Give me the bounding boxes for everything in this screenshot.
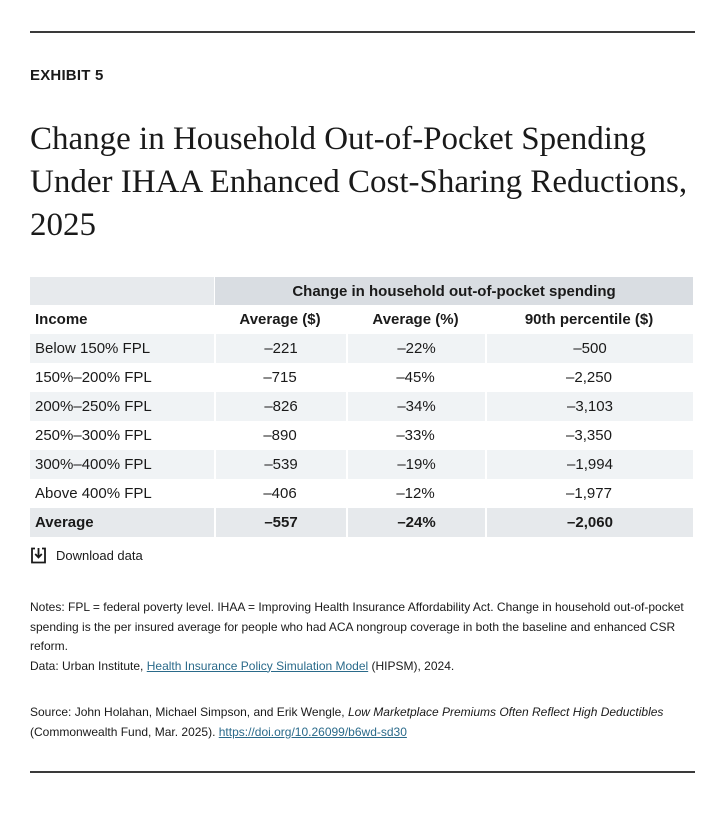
percentile-cell: –1,977 — [566, 485, 612, 502]
income-cell: 300%–400% FPL — [30, 450, 214, 479]
download-icon — [30, 547, 47, 564]
hipsm-link[interactable]: Health Insurance Policy Simulation Model — [146, 658, 369, 673]
source-block — [30, 703, 695, 742]
average-dollars-cell: –890 — [263, 427, 297, 444]
column-header-average-dollars: Average ($) — [239, 311, 321, 328]
table-row — [30, 450, 693, 479]
average-row — [30, 508, 693, 537]
income-cell: 200%–250% FPL — [30, 392, 214, 421]
group-header: Change in household out-of-pocket spending — [214, 277, 693, 305]
bottom-rule — [30, 771, 695, 773]
table-row — [30, 363, 693, 392]
average-dollars-cell: –557 — [214, 508, 346, 537]
data-credit-prefix: Data: Urban Institute, — [30, 658, 147, 673]
income-cell: Average — [30, 508, 214, 537]
download-label: Download data — [56, 548, 143, 563]
table-row — [30, 479, 693, 508]
average-percent-cell: –12% — [396, 485, 435, 502]
income-cell: 150%–200% FPL — [35, 369, 152, 386]
data-credit-suffix: (HIPSM), 2024. — [368, 658, 455, 673]
table-row — [30, 334, 693, 363]
average-dollars-cell: –539 — [214, 450, 346, 479]
average-dollars-cell: –826 — [214, 392, 346, 421]
income-cell: Below 150% FPL — [30, 334, 214, 363]
table-row — [30, 392, 693, 421]
income-cell: Above 400% FPL — [35, 485, 152, 502]
income-cell: 250%–300% FPL — [35, 427, 152, 444]
source-prefix: Source: John Holahan, Michael Simpson, and Erik Wengle, — [30, 705, 348, 719]
percentile-cell: –2,250 — [566, 369, 612, 386]
table-row — [30, 421, 693, 450]
average-dollars-cell: –715 — [263, 369, 297, 386]
data-credit — [30, 657, 695, 677]
notes-block — [30, 598, 695, 676]
top-rule — [30, 31, 695, 33]
page-title: Change in Household Out-of-Pocket Spending Under IHAA Enhanced Cost-Sharing Reductions, 2025 — [30, 121, 688, 243]
doi-link[interactable]: https://doi.org/10.26099/b6wd-sd30 — [218, 724, 407, 739]
source-suffix: (Commonwealth Fund, Mar. 2025). — [30, 724, 219, 739]
percentile-cell: –1,994 — [485, 450, 693, 479]
source-title: Low Marketplace Premiums Often Reflect High Deductibles — [347, 705, 664, 719]
data-table — [30, 277, 693, 537]
group-header-spacer — [30, 277, 214, 305]
average-percent-cell: –24% — [346, 508, 485, 537]
average-dollars-cell: –406 — [263, 485, 297, 502]
column-header-90th-percentile: 90th percentile ($) — [524, 311, 654, 328]
column-header-average-percent: Average (%) — [372, 311, 459, 328]
download-data-button[interactable] — [30, 547, 143, 564]
notes-text: Notes: FPL = federal poverty level. IHAA = Improving Health Insurance Affordability Act. Change in household out-of-pocket spending is the per insured average for people who had ACA nongroup coverage in both the baseline and enhanced CSR reform. — [30, 600, 684, 653]
average-percent-cell: –45% — [396, 369, 435, 386]
column-header-income: Income — [35, 311, 88, 328]
average-percent-cell: –33% — [396, 427, 435, 444]
average-percent-cell: –19% — [346, 450, 485, 479]
average-percent-cell: –22% — [346, 334, 485, 363]
percentile-cell: –3,350 — [566, 427, 612, 444]
percentile-cell: –2,060 — [485, 508, 693, 537]
percentile-cell: –3,103 — [485, 392, 693, 421]
exhibit-label: EXHIBIT 5 — [30, 67, 104, 84]
average-dollars-cell: –221 — [214, 334, 346, 363]
average-percent-cell: –34% — [346, 392, 485, 421]
percentile-cell: –500 — [485, 334, 693, 363]
